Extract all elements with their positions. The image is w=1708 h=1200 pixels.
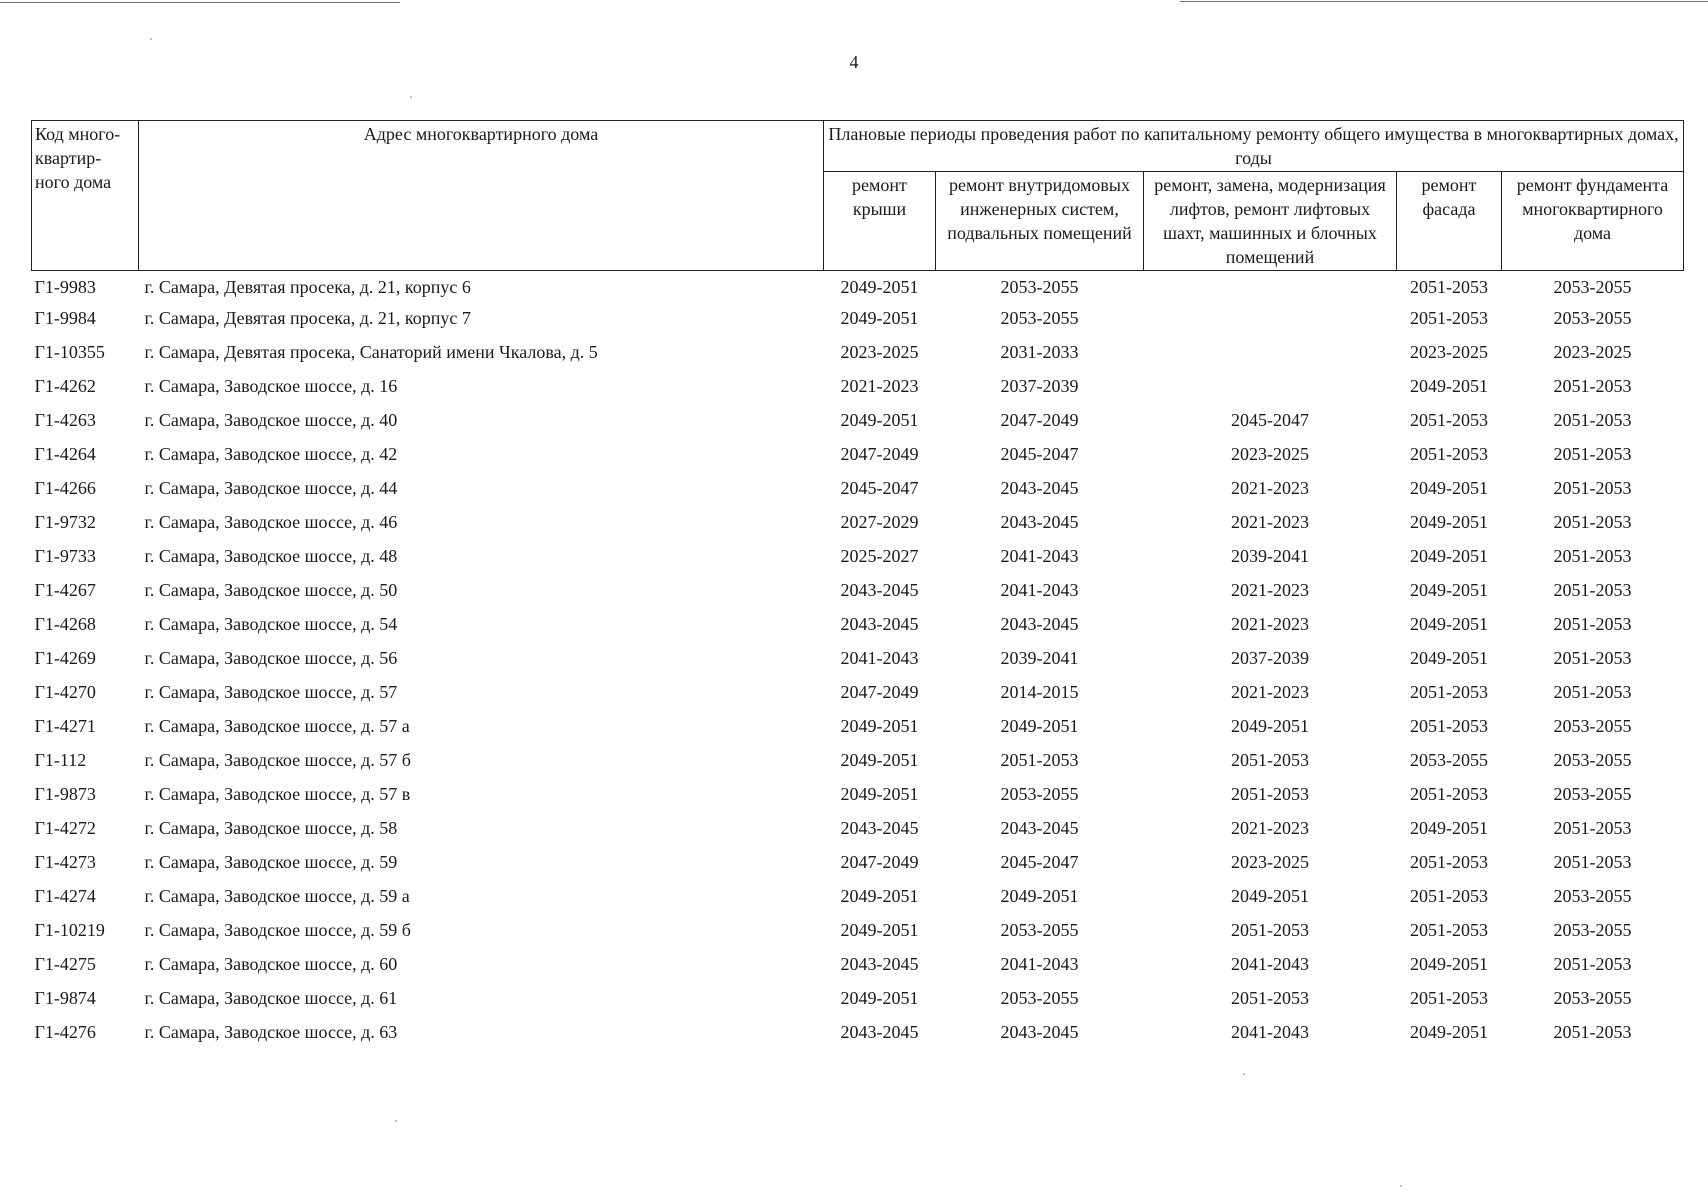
address-cell: г. Самара, Заводское шоссе, д. 57 б	[144, 750, 411, 770]
roof-period-cell: 2047-2049	[840, 852, 919, 872]
table-row	[32, 437, 1684, 471]
foundation-period-cell: 2053-2055	[1553, 277, 1632, 297]
code-cell: Г1-9874	[34, 988, 96, 1008]
scan-speck	[1400, 1185, 1402, 1187]
code-cell: Г1-10219	[34, 920, 105, 940]
header-systems: ремонт внутридомовых инженерных систем, подвальных помещений	[936, 172, 1144, 271]
address-cell: г. Самара, Заводское шоссе, д. 59 а	[144, 886, 410, 906]
facade-period-cell: 2049-2051	[1410, 546, 1488, 566]
table-row	[32, 539, 1684, 573]
systems-period-cell: 2043-2045	[1000, 614, 1079, 634]
roof-period-cell: 2049-2051	[840, 988, 919, 1008]
code-cell: Г1-4268	[34, 614, 96, 634]
address-cell: г. Самара, Заводское шоссе, д. 58	[144, 818, 398, 838]
systems-period-cell: 2041-2043	[1000, 546, 1079, 566]
address-cell: г. Самара, Заводское шоссе, д. 57	[144, 682, 398, 702]
roof-period-cell: 2043-2045	[840, 580, 919, 600]
roof-period-cell: 2047-2049	[840, 682, 919, 702]
address-cell: г. Самара, Заводское шоссе, д. 57 а	[144, 716, 410, 736]
systems-period-cell: 2043-2045	[1000, 1022, 1079, 1042]
facade-period-cell: 2049-2051	[1410, 648, 1488, 668]
address-cell: г. Самара, Заводское шоссе, д. 46	[144, 512, 398, 532]
systems-period-cell: 2049-2051	[1000, 716, 1079, 736]
facade-period-cell: 2049-2051	[1410, 614, 1488, 634]
facade-period-cell: 2023-2025	[1410, 342, 1488, 362]
header-foundation: ремонт фундамента многоквартирного дома	[1502, 172, 1684, 271]
code-cell: Г1-4275	[34, 954, 96, 974]
facade-period-cell: 2051-2053	[1410, 410, 1488, 430]
scan-speck	[150, 38, 152, 40]
roof-period-cell: 2025-2027	[840, 546, 919, 566]
lifts-period-cell: 2023-2025	[1231, 852, 1309, 872]
foundation-period-cell: 2053-2055	[1553, 784, 1632, 804]
roof-period-cell: 2049-2051	[840, 716, 919, 736]
table-row	[32, 913, 1684, 947]
facade-period-cell: 2049-2051	[1410, 376, 1488, 396]
foundation-period-cell: 2051-2053	[1553, 648, 1632, 668]
lifts-period-cell: 2021-2023	[1231, 512, 1309, 532]
facade-period-cell: 2051-2053	[1410, 308, 1488, 328]
roof-period-cell: 2049-2051	[840, 920, 919, 940]
scan-speck	[1243, 1073, 1245, 1075]
code-cell: Г1-4263	[34, 410, 96, 430]
address-cell: г. Самара, Девятая просека, Санаторий имени Чкалова, д. 5	[144, 342, 598, 362]
lifts-period-cell	[1144, 301, 1397, 335]
roof-period-cell: 2049-2051	[840, 410, 919, 430]
roof-period-cell: 2027-2029	[840, 512, 919, 532]
code-cell: Г1-9984	[34, 308, 96, 328]
foundation-period-cell: 2053-2055	[1553, 750, 1632, 770]
facade-period-cell: 2051-2053	[1410, 852, 1488, 872]
code-cell: Г1-4267	[34, 580, 96, 600]
code-cell: Г1-9873	[34, 784, 96, 804]
code-cell: Г1-112	[34, 750, 87, 770]
roof-period-cell: 2049-2051	[840, 308, 919, 328]
facade-period-cell: 2053-2055	[1410, 750, 1488, 770]
roof-period-cell: 2023-2025	[840, 342, 919, 362]
scan-speck	[410, 96, 412, 98]
table-row	[32, 981, 1684, 1015]
facade-period-cell: 2051-2053	[1410, 886, 1488, 906]
facade-period-cell: 2051-2053	[1410, 988, 1488, 1008]
address-cell: г. Самара, Заводское шоссе, д. 44	[144, 478, 398, 498]
facade-period-cell: 2049-2051	[1410, 580, 1488, 600]
facade-period-cell: 2051-2053	[1410, 682, 1488, 702]
address-cell: г. Самара, Заводское шоссе, д. 48	[144, 546, 398, 566]
address-cell: г. Самара, Заводское шоссе, д. 50	[144, 580, 398, 600]
code-cell: Г1-4276	[34, 1022, 96, 1042]
header-periods: Плановые периоды проведения работ по капитальному ремонту общего имущества в многоквартирных домах, годы	[824, 121, 1684, 172]
systems-period-cell: 2043-2045	[1000, 818, 1079, 838]
systems-period-cell: 2053-2055	[1000, 988, 1079, 1008]
foundation-period-cell: 2053-2055	[1553, 920, 1632, 940]
table-row	[32, 709, 1684, 743]
code-cell: Г1-9732	[34, 512, 96, 532]
facade-period-cell: 2051-2053	[1410, 277, 1488, 297]
foundation-period-cell: 2053-2055	[1553, 886, 1632, 906]
roof-period-cell: 2043-2045	[840, 614, 919, 634]
table-row	[32, 369, 1684, 403]
page-number: 4	[849, 52, 859, 72]
table-row	[32, 743, 1684, 777]
code-cell: Г1-4264	[34, 444, 96, 464]
foundation-period-cell: 2053-2055	[1553, 308, 1632, 328]
foundation-period-cell: 2051-2053	[1553, 410, 1632, 430]
roof-period-cell: 2043-2045	[840, 818, 919, 838]
facade-period-cell: 2049-2051	[1410, 512, 1488, 532]
table-row	[32, 811, 1684, 845]
lifts-period-cell: 2051-2053	[1231, 920, 1309, 940]
table-row	[32, 335, 1684, 369]
facade-period-cell: 2049-2051	[1410, 818, 1488, 838]
code-cell: Г1-9733	[34, 546, 96, 566]
address-cell: г. Самара, Заводское шоссе, д. 16	[144, 376, 398, 396]
roof-period-cell: 2045-2047	[840, 478, 919, 498]
header-address: Адрес многоквартирного дома	[139, 121, 824, 271]
lifts-period-cell: 2051-2053	[1231, 784, 1309, 804]
address-cell: г. Самара, Заводское шоссе, д. 59 б	[144, 920, 411, 940]
code-cell: Г1-10355	[34, 342, 105, 362]
table-row	[32, 879, 1684, 913]
table-body	[32, 271, 1684, 1050]
facade-period-cell: 2049-2051	[1410, 1022, 1488, 1042]
header-roof: ремонт крыши	[824, 172, 936, 271]
code-cell: Г1-4270	[34, 682, 96, 702]
scan-speck	[395, 1120, 397, 1122]
facade-period-cell: 2049-2051	[1410, 478, 1488, 498]
systems-period-cell: 2045-2047	[1000, 444, 1079, 464]
systems-period-cell: 2047-2049	[1000, 410, 1079, 430]
lifts-period-cell: 2049-2051	[1231, 886, 1309, 906]
roof-period-cell: 2043-2045	[840, 954, 919, 974]
address-cell: г. Самара, Заводское шоссе, д. 54	[144, 614, 398, 634]
systems-period-cell: 2053-2055	[1000, 784, 1079, 804]
foundation-period-cell: 2051-2053	[1553, 546, 1632, 566]
scan-edge-line	[0, 2, 400, 3]
foundation-period-cell: 2051-2053	[1553, 852, 1632, 872]
table-row	[32, 845, 1684, 879]
address-cell: г. Самара, Заводское шоссе, д. 56	[144, 648, 398, 668]
facade-period-cell: 2049-2051	[1410, 954, 1488, 974]
facade-period-cell: 2051-2053	[1410, 920, 1488, 940]
systems-period-cell: 2053-2055	[1000, 277, 1079, 297]
lifts-period-cell: 2023-2025	[1231, 444, 1309, 464]
header-lifts: ремонт, замена, модернизация лифтов, ремонт лифтовых шахт, машинных и блочных помещений	[1144, 172, 1397, 271]
table-header	[32, 121, 1684, 271]
table-row	[32, 675, 1684, 709]
code-cell: Г1-4262	[34, 376, 96, 396]
address-cell: г. Самара, Заводское шоссе, д. 63	[144, 1022, 398, 1042]
address-cell: г. Самара, Девятая просека, д. 21, корпус 7	[144, 308, 471, 328]
lifts-period-cell: 2021-2023	[1231, 580, 1309, 600]
systems-period-cell: 2037-2039	[1000, 376, 1079, 396]
lifts-period-cell: 2039-2041	[1231, 546, 1309, 566]
lifts-period-cell: 2021-2023	[1231, 478, 1309, 498]
systems-period-cell: 2043-2045	[1000, 478, 1079, 498]
systems-period-cell: 2043-2045	[1000, 512, 1079, 532]
table-row	[32, 607, 1684, 641]
foundation-period-cell: 2051-2053	[1553, 444, 1632, 464]
foundation-period-cell: 2051-2053	[1553, 580, 1632, 600]
lifts-period-cell	[1144, 369, 1397, 403]
facade-period-cell: 2051-2053	[1410, 716, 1488, 736]
address-cell: г. Самара, Заводское шоссе, д. 42	[144, 444, 398, 464]
lifts-period-cell: 2051-2053	[1231, 750, 1309, 770]
roof-period-cell: 2047-2049	[840, 444, 919, 464]
facade-period-cell: 2051-2053	[1410, 444, 1488, 464]
table-row	[32, 641, 1684, 675]
systems-period-cell: 2053-2055	[1000, 308, 1079, 328]
address-cell: г. Самара, Заводское шоссе, д. 40	[144, 410, 398, 430]
systems-period-cell: 2053-2055	[1000, 920, 1079, 940]
header-facade: ремонт фасада	[1397, 172, 1502, 271]
table-row	[32, 573, 1684, 607]
roof-period-cell: 2041-2043	[840, 648, 919, 668]
lifts-period-cell: 2041-2043	[1231, 954, 1309, 974]
code-cell: Г1-4271	[34, 716, 96, 736]
table-row	[32, 471, 1684, 505]
address-cell: г. Самара, Заводское шоссе, д. 61	[144, 988, 398, 1008]
lifts-period-cell: 2051-2053	[1231, 988, 1309, 1008]
foundation-period-cell: 2051-2053	[1553, 1022, 1632, 1042]
table-row	[32, 301, 1684, 335]
foundation-period-cell: 2051-2053	[1553, 614, 1632, 634]
systems-period-cell: 2014-2015	[1000, 682, 1079, 702]
repair-schedule-table	[31, 120, 1684, 1049]
code-cell: Г1-4266	[34, 478, 96, 498]
table-row	[32, 777, 1684, 811]
code-cell: Г1-4269	[34, 648, 96, 668]
table-row	[32, 505, 1684, 539]
header-code: Код много-квартир-ного дома	[32, 121, 139, 271]
table-row	[32, 403, 1684, 437]
roof-period-cell: 2049-2051	[840, 277, 919, 297]
systems-period-cell: 2041-2043	[1000, 580, 1079, 600]
code-cell: Г1-4274	[34, 886, 96, 906]
table-row	[32, 947, 1684, 981]
foundation-period-cell: 2053-2055	[1553, 988, 1632, 1008]
lifts-period-cell: 2041-2043	[1231, 1022, 1309, 1042]
foundation-period-cell: 2051-2053	[1553, 478, 1632, 498]
foundation-period-cell: 2051-2053	[1553, 512, 1632, 532]
address-cell: г. Самара, Заводское шоссе, д. 59	[144, 852, 398, 872]
lifts-period-cell: 2021-2023	[1231, 818, 1309, 838]
roof-period-cell: 2049-2051	[840, 886, 919, 906]
systems-period-cell: 2041-2043	[1000, 954, 1079, 974]
code-cell: Г1-4273	[34, 852, 96, 872]
address-cell: г. Самара, Девятая просека, д. 21, корпус 6	[144, 277, 471, 297]
table-row	[32, 1015, 1684, 1049]
roof-period-cell: 2049-2051	[840, 784, 919, 804]
lifts-period-cell: 2021-2023	[1231, 682, 1309, 702]
foundation-period-cell: 2051-2053	[1553, 818, 1632, 838]
lifts-period-cell: 2021-2023	[1231, 614, 1309, 634]
roof-period-cell: 2021-2023	[840, 376, 919, 396]
facade-period-cell: 2051-2053	[1410, 784, 1488, 804]
table-row	[32, 271, 1684, 302]
systems-period-cell: 2039-2041	[1000, 648, 1079, 668]
systems-period-cell: 2049-2051	[1000, 886, 1079, 906]
foundation-period-cell: 2051-2053	[1553, 682, 1632, 702]
lifts-period-cell: 2045-2047	[1231, 410, 1309, 430]
code-cell: Г1-4272	[34, 818, 96, 838]
foundation-period-cell: 2053-2055	[1553, 716, 1632, 736]
systems-period-cell: 2045-2047	[1000, 852, 1079, 872]
address-cell: г. Самара, Заводское шоссе, д. 60	[144, 954, 398, 974]
lifts-period-cell: 2037-2039	[1231, 648, 1309, 668]
lifts-period-cell	[1144, 271, 1397, 302]
address-cell: г. Самара, Заводское шоссе, д. 57 в	[144, 784, 411, 804]
lifts-period-cell	[1144, 335, 1397, 369]
scan-edge-line	[1180, 1, 1708, 2]
foundation-period-cell: 2023-2025	[1553, 342, 1632, 362]
roof-period-cell: 2049-2051	[840, 750, 919, 770]
roof-period-cell: 2043-2045	[840, 1022, 919, 1042]
foundation-period-cell: 2051-2053	[1553, 954, 1632, 974]
lifts-period-cell: 2049-2051	[1231, 716, 1309, 736]
code-cell: Г1-9983	[34, 277, 96, 297]
systems-period-cell: 2051-2053	[1000, 750, 1079, 770]
systems-period-cell: 2031-2033	[1000, 342, 1079, 362]
foundation-period-cell: 2051-2053	[1553, 376, 1632, 396]
